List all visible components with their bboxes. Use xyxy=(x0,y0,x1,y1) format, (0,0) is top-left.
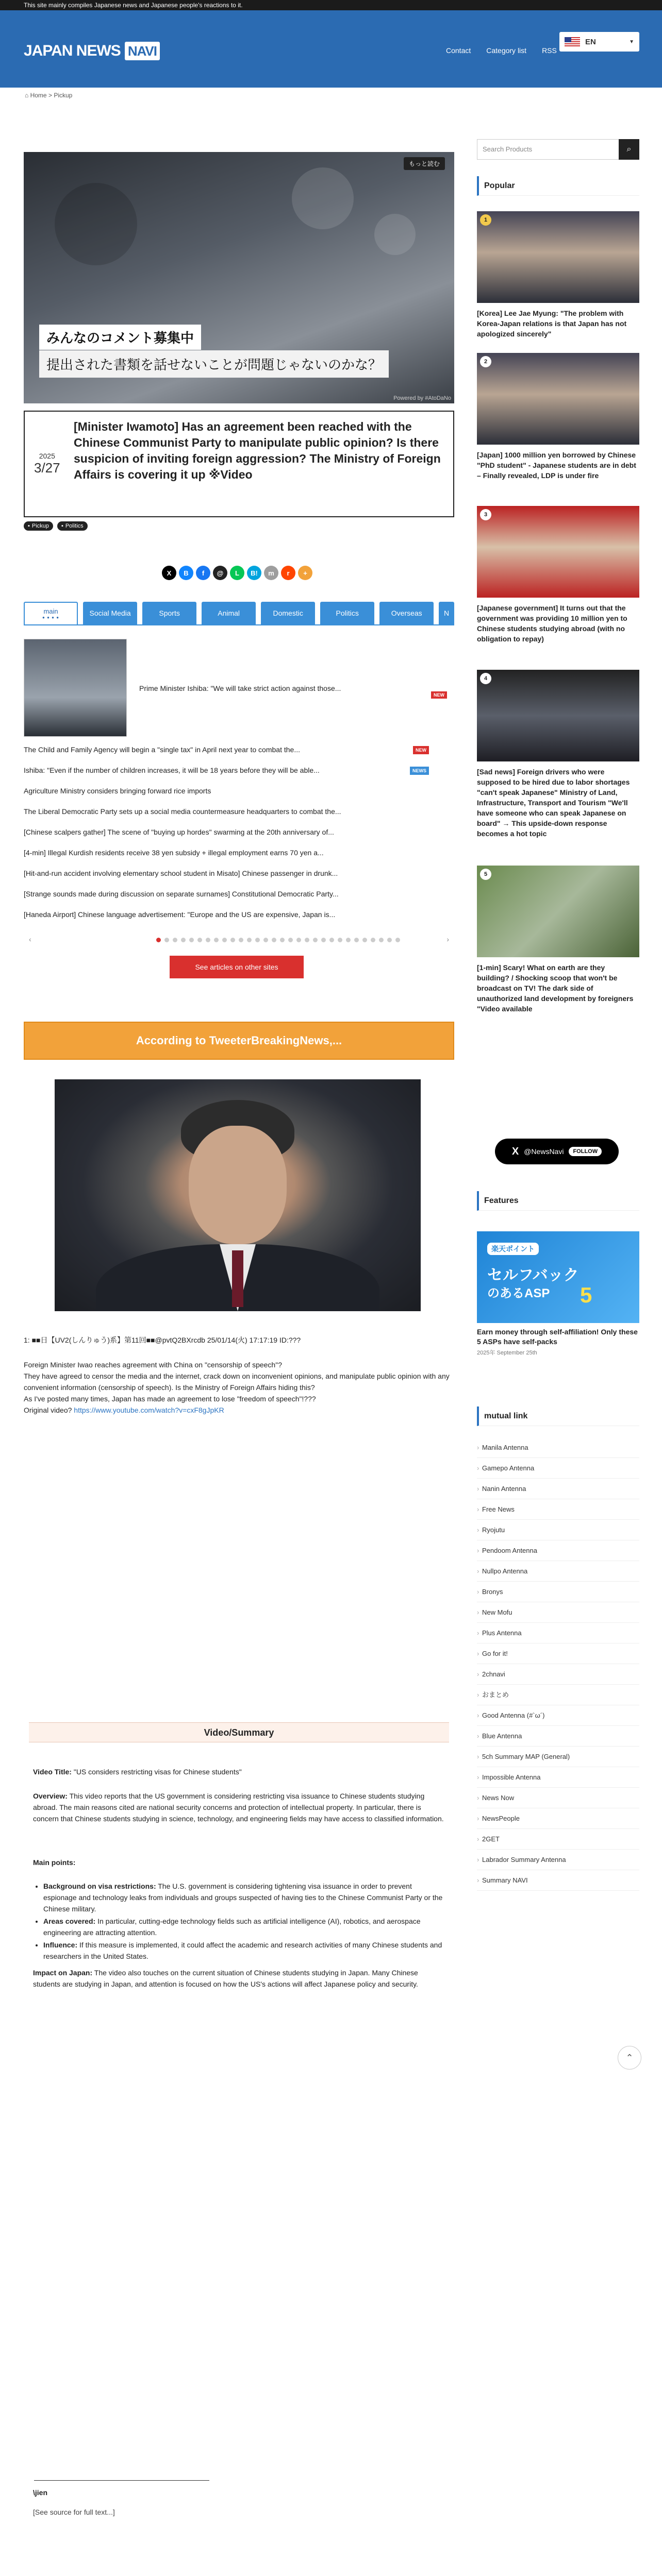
nav-rss[interactable]: RSS xyxy=(542,46,557,55)
post-header: 1: ■■日【UV2(しんりゅう)系】第11回■■@pvtQ2BXrcdb 25/01/14(火) 17:17:19 ID:??? xyxy=(24,1336,301,1344)
feature-date: 2025年 September 25th xyxy=(477,1350,537,1356)
popular-title: [1-min] Scary! What on earth are they building? / Shocking scoop that won't be broadcast on TV! The dark side of unauthorized land development by foreigners "Video available xyxy=(477,963,634,1013)
pager-dot[interactable] xyxy=(305,938,309,942)
home-icon: ⌂ xyxy=(25,92,29,99)
chevron-right-icon[interactable]: › xyxy=(446,935,449,943)
tab-domestic[interactable] xyxy=(261,602,315,624)
feed-row-title: [Chinese scalpers gather] The scene of "buying up hordes" swarming at the 20th anniversary of... xyxy=(24,828,334,836)
follow-handle: @NewsNavi xyxy=(524,1147,564,1156)
search-form xyxy=(477,139,639,160)
tab-label: Sports xyxy=(159,609,180,617)
mutual-link-item[interactable]: › 5ch Summary MAP (General) xyxy=(477,1747,639,1767)
category-tabs xyxy=(24,602,454,625)
chevron-up-icon: ⌃ xyxy=(625,2052,634,2063)
overview-text: This video reports that the US government is considering restricting visa issuance to Chinese students studying abroad. The main reasons cited are national security concerns and protection of intellectual property. In particular, there is concern that Chinese students studying in science, technology, and engineering fields may have access to classified information. xyxy=(33,1792,444,1823)
pager-dot[interactable] xyxy=(263,938,268,942)
site-tagline-bar xyxy=(0,0,662,10)
hatena-share-icon[interactable]: B! xyxy=(247,566,261,580)
site-tagline: This site mainly compiles Japanese news and Japanese people's reactions to it. xyxy=(24,2,243,9)
tab-label: Social Media xyxy=(89,609,131,617)
rank-badge: 5 xyxy=(480,869,491,880)
popular-item[interactable] xyxy=(477,866,639,1014)
popular-thumbnail xyxy=(477,211,639,303)
pager-dot[interactable] xyxy=(156,938,161,942)
popular-thumbnail xyxy=(477,506,639,598)
nav-contact[interactable]: Contact xyxy=(446,46,471,55)
scroll-to-top-button[interactable] xyxy=(618,2046,641,2070)
tab-label: N xyxy=(444,609,450,617)
nav-category-list[interactable]: Category list xyxy=(486,46,527,55)
feature-item[interactable] xyxy=(477,1231,639,1357)
x-logo-icon: X xyxy=(511,1145,519,1157)
more-share-icon[interactable]: + xyxy=(298,566,312,580)
popular-thumbnail xyxy=(477,353,639,445)
feed-row-title: Agriculture Ministry considers bringing forward rice imports xyxy=(24,787,211,795)
point-text: If this measure is implemented, it could affect the academic and research activities of many Chinese students and researchers in the United States. xyxy=(43,1941,442,1960)
tab-dots: ● ● ● ● xyxy=(42,615,60,620)
language-label: EN xyxy=(585,37,596,46)
tab-label: Politics xyxy=(336,609,359,617)
main-points-label xyxy=(33,1857,445,1868)
new-badge: NEW xyxy=(431,691,447,699)
mutual-link-item[interactable]: › Good Antenna (#`ω´) xyxy=(477,1705,639,1726)
bluesky-share-icon[interactable]: B xyxy=(179,566,193,580)
divider xyxy=(34,2480,209,2481)
popular-heading: Popular xyxy=(477,176,639,196)
feed-item-title: Prime Minister Ishiba: "We will take strict action against those... xyxy=(139,684,341,692)
article-month-day: 3/27 xyxy=(34,460,60,476)
point-text: The U.S. government is considering tightening visa issuance in order to prevent espionage and technology leaks from individuals and groups suspected of having ties to the Chinese Communist Party or the Chinese military. xyxy=(43,1882,443,1913)
overview-label: Overview: xyxy=(33,1792,68,1800)
pager-dot[interactable] xyxy=(164,938,169,942)
impact-text: The video also touches on the current situation of Chinese students studying in Japan. Many Chinese students are studying in Japan, and attention is focused on how the US's actions will affect Japanese policy and security. xyxy=(33,1969,418,1988)
point-item xyxy=(43,1916,445,1938)
feed-row-title: [Hit-and-run accident involving elementary school student in Misato] Chinese passenger in drunk... xyxy=(24,869,338,877)
mutual-link-item[interactable]: › Go for it! xyxy=(477,1643,639,1664)
hero-caption-secondary: 提出された書類を話せないことが問題じゃないのかな？ xyxy=(39,350,389,378)
pager-dot[interactable] xyxy=(362,938,367,942)
tab-label: main xyxy=(43,607,58,615)
bokeh-shadow xyxy=(55,183,137,265)
tab-animal[interactable] xyxy=(202,602,256,624)
pager-dot[interactable] xyxy=(321,938,326,942)
photo-face xyxy=(189,1126,287,1244)
feature-badge: 楽天ポイント xyxy=(487,1243,539,1255)
popular-thumbnail xyxy=(477,866,639,957)
post-line: They have agreed to censor the media and the internet, crack down on inconvenient opinions, and manipulate public opinion with any convenient information (censorship of speech). Is the Ministry of Foreign Affairs hiding this? xyxy=(24,1372,450,1392)
tab-overseas[interactable] xyxy=(379,602,434,624)
pager-dot[interactable] xyxy=(197,938,202,942)
tag-politics[interactable] xyxy=(57,521,88,531)
popular-title: [Korea] Lee Jae Myung: "The problem with Korea-Japan relations is that Japan has not apologized sincerely" xyxy=(477,309,627,338)
feed-row-title: [Strange sounds made during discussion on separate surnames] Constitutional Democratic Party... xyxy=(24,890,339,898)
breadcrumb-home[interactable]: Home xyxy=(30,92,47,99)
article-title: [Minister Iwamoto] Has an agreement been reached with the Chinese Communist Party to manipulate public opinion? Is there suspicion of inviting foreign aggression? The Ministry of Foreign Affairs is covering it up ※Video xyxy=(74,420,441,481)
rank-badge: 3 xyxy=(480,509,491,520)
main-points-list xyxy=(33,1880,445,1963)
video-title xyxy=(33,1766,445,1777)
mutual-link-heading: mutual link xyxy=(477,1406,639,1426)
x-share-icon[interactable]: X xyxy=(162,566,176,580)
feed-pager xyxy=(24,935,454,945)
article-date xyxy=(34,452,60,476)
language-selector[interactable] xyxy=(559,32,639,52)
read-more-button[interactable]: もっと読む xyxy=(404,157,445,170)
tab-politics[interactable] xyxy=(320,602,374,624)
pager-dot[interactable] xyxy=(206,938,210,942)
feed-row-title: Ishiba: "Even if the number of children increases, it will be 18 years before they will be able... xyxy=(24,766,320,774)
pager-dot[interactable] xyxy=(214,938,219,942)
post-line: Foreign Minister Iwao reaches agreement with China on "censorship of speech"? xyxy=(24,1361,282,1369)
mutual-link-item[interactable]: › Blue Antenna xyxy=(477,1726,639,1747)
tweeter-section-header: According to TweeterBreakingNews,... xyxy=(24,1022,454,1060)
mutual-link-item[interactable]: › Free News xyxy=(477,1499,639,1520)
post-video-line xyxy=(24,1404,454,1416)
video-overview xyxy=(33,1790,445,1824)
pager-dot[interactable] xyxy=(247,938,252,942)
feed-row-title: The Child and Family Agency will begin a "single tax" in April next year to combat the... xyxy=(24,745,300,754)
mutual-link-item[interactable]: › Labrador Summary Antenna xyxy=(477,1850,639,1870)
photo-tie xyxy=(232,1250,243,1307)
tab-label: Domestic xyxy=(273,609,303,617)
feed-row[interactable] xyxy=(24,760,436,781)
search-icon[interactable]: ⌕ xyxy=(619,139,639,160)
feature-line1: セルフバック xyxy=(487,1267,579,1284)
line-share-icon[interactable]: L xyxy=(230,566,244,580)
mutual-link-item[interactable]: › Nanin Antenna xyxy=(477,1479,639,1499)
main-area xyxy=(0,103,662,2576)
politician-photo xyxy=(55,1079,421,1311)
feed-row-title: [4-min] Illegal Kurdish residents receive 38 yen subsidy + illegal employment earns 70 yen a... xyxy=(24,849,324,857)
pager-dot[interactable] xyxy=(338,938,342,942)
mutual-link-item[interactable]: › Impossible Antenna xyxy=(477,1767,639,1788)
mutual-link-item[interactable]: › Summary NAVI xyxy=(477,1870,639,1891)
pager-dot[interactable] xyxy=(181,938,186,942)
pager-dot[interactable] xyxy=(296,938,301,942)
tab-next[interactable] xyxy=(439,602,454,624)
point-label: Areas covered: xyxy=(43,1917,96,1925)
feature-banner xyxy=(477,1231,639,1323)
see-other-sites-button[interactable]: See articles on other sites xyxy=(170,956,304,978)
popular-thumbnail xyxy=(477,670,639,761)
point-item xyxy=(43,1939,445,1962)
video-prefix: Original video? xyxy=(24,1406,74,1414)
impact-label: Impact on Japan: xyxy=(33,1969,93,1977)
point-label: Influence: xyxy=(43,1941,78,1949)
reddit-share-icon[interactable]: r xyxy=(281,566,295,580)
pager-dot[interactable] xyxy=(255,938,260,942)
chevron-left-icon[interactable]: ‹ xyxy=(29,935,31,943)
follow-label: FOLLOW xyxy=(569,1147,602,1156)
logo-main-text: JAPAN NEWS xyxy=(24,42,121,59)
article-tags xyxy=(24,521,88,531)
mix-share-icon[interactable]: m xyxy=(264,566,278,580)
mutual-link-item[interactable]: › Bronys xyxy=(477,1582,639,1602)
point-item xyxy=(43,1880,445,1914)
point-label: Background on visa restrictions: xyxy=(43,1882,156,1890)
post-body xyxy=(24,1359,454,1416)
post-line: As I've posted many times, Japan has made an agreement to lose "freedom of speech"!??? xyxy=(24,1395,316,1403)
video-title-text: "US considers restricting visas for Chinese students" xyxy=(73,1768,242,1776)
feed-row[interactable] xyxy=(24,801,436,822)
tag-label: Politics xyxy=(65,523,84,529)
breadcrumb xyxy=(0,88,662,103)
pager-dot[interactable] xyxy=(239,938,243,942)
mutual-link-item[interactable]: › New Mofu xyxy=(477,1602,639,1623)
pager-dot[interactable] xyxy=(313,938,318,942)
feed-row[interactable] xyxy=(24,884,436,904)
global-nav xyxy=(446,46,557,55)
pager-dot[interactable] xyxy=(371,938,375,942)
pager-dot[interactable] xyxy=(272,938,276,942)
article-year: 2025 xyxy=(39,452,55,460)
mutual-link-item[interactable]: › NewsPeople xyxy=(477,1808,639,1829)
breadcrumb-current[interactable]: Pickup xyxy=(54,92,73,99)
features-heading: Features xyxy=(477,1191,639,1211)
folder-icon: ▪ xyxy=(61,523,63,529)
quote-author: \jien xyxy=(33,2488,48,2497)
tag-pickup[interactable] xyxy=(24,521,53,531)
popular-item[interactable] xyxy=(477,670,639,839)
breadcrumb-separator: > xyxy=(48,92,52,99)
mutual-link-item[interactable]: › Manila Antenna xyxy=(477,1437,639,1458)
news-feed xyxy=(24,634,454,925)
rank-badge: 4 xyxy=(480,673,491,684)
rank-badge: 1 xyxy=(480,214,491,226)
mutual-link-item[interactable]: › Plus Antenna xyxy=(477,1623,639,1643)
popular-title: [Japan] 1000 million yen borrowed by Chinese "PhD student" - Japanese students are in debt – Finally revealed, LDP is under fire xyxy=(477,451,636,480)
mutual-link-item[interactable]: › 2GET xyxy=(477,1829,639,1850)
mutual-link-item[interactable]: › Nullpo Antenna xyxy=(477,1561,639,1582)
mutual-link-item[interactable]: › Ryojutu xyxy=(477,1520,639,1540)
search-input[interactable]: Search Products xyxy=(477,139,619,160)
tab-social-media[interactable] xyxy=(83,602,137,624)
tag-label: Pickup xyxy=(31,523,49,529)
folder-icon: ▪ xyxy=(28,523,30,529)
feed-row[interactable] xyxy=(24,781,436,801)
facebook-share-icon[interactable]: f xyxy=(196,566,210,580)
bokeh-light xyxy=(374,214,416,255)
share-buttons xyxy=(162,566,312,580)
pager-dot[interactable] xyxy=(387,938,392,942)
hero-image[interactable] xyxy=(24,152,454,403)
x-follow-button[interactable] xyxy=(495,1139,619,1164)
pager-dot[interactable] xyxy=(189,938,194,942)
pager-dot[interactable] xyxy=(230,938,235,942)
feed-badge: NEWS xyxy=(410,767,429,775)
us-flag-icon xyxy=(565,37,580,46)
rank-badge: 2 xyxy=(480,356,491,367)
tab-main[interactable] xyxy=(24,602,78,624)
video-title-label: Video Title: xyxy=(33,1768,72,1776)
tab-label: Animal xyxy=(218,609,240,617)
bokeh-light xyxy=(292,167,354,229)
mutual-link-item[interactable]: › Gamepo Antenna xyxy=(477,1458,639,1479)
article-title-box xyxy=(24,411,454,517)
feed-row[interactable] xyxy=(24,863,436,884)
logo-accent-text: NAVI xyxy=(125,42,160,60)
feature-line2: のあるASP xyxy=(487,1286,550,1300)
video-summary-heading: Video/Summary xyxy=(29,1722,449,1742)
pager-dot[interactable] xyxy=(280,938,285,942)
site-logo[interactable] xyxy=(24,40,160,62)
mutual-link-item[interactable]: › Pendoom Antenna xyxy=(477,1540,639,1561)
hero-caption-primary: みんなのコメント募集中 xyxy=(39,325,201,350)
popular-title: [Japanese government] It turns out that the government was providing 10 million yen to Chinese students studying abroad (with no obligation to repay) xyxy=(477,604,627,643)
main-points-heading: Main points: xyxy=(33,1858,76,1867)
popular-item[interactable] xyxy=(477,353,639,481)
site-header xyxy=(0,10,662,88)
youtube-link[interactable]: https://www.youtube.com/watch?v=cxF8gJpKR xyxy=(74,1406,224,1414)
popular-title: [Sad news] Foreign drivers who were supposed to be hired due to labor shortages "can't speak Japanese" Ministry of Land, Infrastructure, Transport and Tourism "We'll have someone who can speak Japanese on board" → This upside-down response becomes a hot topic xyxy=(477,768,630,838)
feed-row[interactable] xyxy=(24,739,436,760)
tab-label: Overseas xyxy=(391,609,422,617)
pager-dot[interactable] xyxy=(379,938,384,942)
feed-row-title: The Liberal Democratic Party sets up a social media countermeasure headquarters to combat the... xyxy=(24,807,341,816)
hero-powered-by: Powered by #AtoDaNo xyxy=(393,395,451,401)
popular-item[interactable] xyxy=(477,506,639,644)
mutual-link-list xyxy=(477,1437,639,1891)
pager-dot[interactable] xyxy=(346,938,351,942)
quote-source: [See source for full text...] xyxy=(33,2508,115,2516)
tab-sports[interactable] xyxy=(142,602,196,624)
feature-number: 5 xyxy=(580,1283,592,1307)
feed-thumbnail xyxy=(24,639,127,737)
chevron-down-icon: ▼ xyxy=(629,39,634,45)
feed-row-title: [Haneda Airport] Chinese language advertisement: "Europe and the US are expensive, Japan is... xyxy=(24,910,336,919)
point-text: In particular, cutting-edge technology fields such as artificial intelligence (AI), robotics, and aerospace engineering are attracting attention. xyxy=(43,1917,421,1937)
pager-dot[interactable] xyxy=(288,938,293,942)
feed-top-item[interactable] xyxy=(24,634,454,739)
feed-row[interactable] xyxy=(24,822,436,842)
pager-dot[interactable] xyxy=(354,938,359,942)
pager-dot[interactable] xyxy=(329,938,334,942)
threads-share-icon[interactable]: @ xyxy=(213,566,227,580)
mutual-link-item[interactable]: › 2chnavi xyxy=(477,1664,639,1685)
feed-badge: NEW xyxy=(413,746,429,754)
mutual-link-item[interactable]: › News Now xyxy=(477,1788,639,1808)
pager-dot[interactable] xyxy=(222,938,227,942)
popular-item[interactable] xyxy=(477,211,639,339)
pager-dot[interactable] xyxy=(395,938,400,942)
feature-title: Earn money through self-affiliation! Only these 5 ASPs have self-packs xyxy=(477,1328,638,1346)
feed-row[interactable] xyxy=(24,904,436,925)
feed-row[interactable] xyxy=(24,842,436,863)
impact-on-japan xyxy=(33,1967,445,1990)
pager-dot[interactable] xyxy=(173,938,177,942)
pager-dots xyxy=(156,938,400,942)
mutual-link-item[interactable]: › おまとめ xyxy=(477,1685,639,1705)
